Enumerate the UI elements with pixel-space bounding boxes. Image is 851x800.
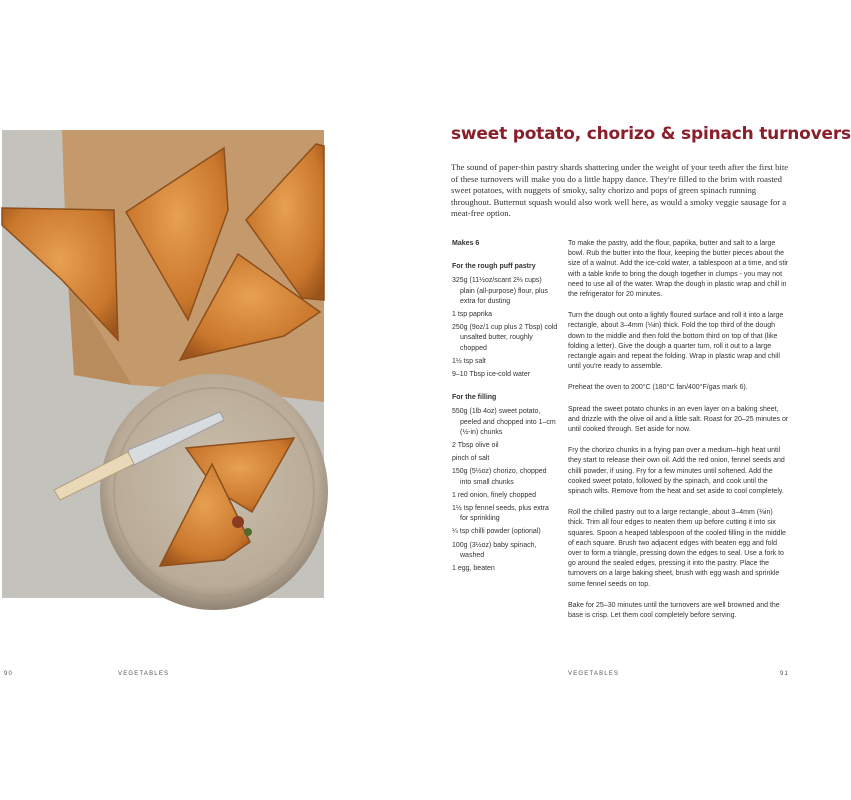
method-step: Preheat the oven to 200°C (180°C fan/400°F/gas mark 6). — [568, 384, 748, 392]
ingredient-group-filling — [452, 393, 558, 574]
method-step: Bake for 25–30 minutes until the turnovers are well browned and the base is crisp. Let them cool completely before serving. — [568, 601, 780, 620]
left-page-number: 90 — [4, 671, 14, 677]
ingredient-item: 1½ tsp fennel seeds, plus extra for sprinkling — [452, 505, 549, 523]
ingredient-item: 1½ tsp salt — [452, 357, 486, 365]
ingredient-item: ¼ tsp chilli powder (optional) — [452, 528, 541, 536]
left-section-label: VEGETABLES — [118, 671, 170, 677]
ingredient-group-pastry — [452, 262, 558, 380]
method-column — [568, 239, 790, 632]
right-section-label: VEGETABLES — [568, 671, 620, 677]
ingredient-item: 1 tsp paprika — [452, 311, 493, 319]
method-step: Turn the dough out onto a lightly floured surface and roll it into a large rectangle, about 3–4mm (⅛in) thick. Fold the top third of the dough down to the middle and then fold the bottom third on top of that (like folding a letter). Give the dough a quarter turn, roll it out to a large rectangle again and repeat the folding. Wrap in plastic wrap and chill until you're ready to assemble. — [568, 312, 784, 371]
ingredient-item: 1 red onion, finely chopped — [452, 491, 537, 499]
recipe-intro: The sound of paper-thin pastry shards shattering under the weight of your teeth after the first bite of these turnovers will make you do a little happy dance. They're filled to the brim with roasted sweet potatoes, with nuggets of smoky, salty chorizo and pops of green spinach running throughout. Butternut squash would also work well here, as would a smoky veggie sausage for a meat-free option. — [451, 162, 789, 218]
ingredient-group-heading: For the filling — [452, 394, 497, 402]
ingredient-item: 150g (5½oz) chorizo, chopped into small chunks — [452, 468, 547, 486]
method-step: Roll the chilled pastry out to a large rectangle, about 3–4mm (⅛in) thick. Trim all four edges to neaten them up before cutting it into six squares. Spoon a heaped tablespoon of the cooled filling in the middle of each square. Brush two adjacent edges with beaten egg and fold over to form a triangle, pressing down the edges to seal. Use a fork to go around the sealed edges, pressing it into the pastry. Place the turnovers on a large baking sheet, brush with egg wash and sprinkle some fennel seeds on top. — [568, 509, 786, 588]
ingredient-item: 250g (9oz/1 cup plus 2 Tbsp) cold unsalted butter, roughly chopped — [452, 324, 558, 352]
recipe-title: sweet potato, chorizo & spinach turnovers — [451, 124, 851, 144]
ingredient-item: 100g (3½oz) baby spinach, washed — [452, 541, 537, 559]
ingredient-item: 9–10 Tbsp ice-cold water — [452, 371, 531, 379]
method-step: To make the pastry, add the flour, paprika, butter and salt to a large bowl. Rub the butter into the flour, keeping the butter pieces about the size of a walnut. Add the ice-cold water, a tablespoon at a time, and stir with a table knife to bring the dough together in clumps - you may not need to use all of the water. Wrap the dough in plastic wrap and chill in the refrigerator for 20 minutes. — [568, 240, 789, 299]
ingredients-column — [452, 239, 558, 587]
method-step: Fry the chorizo chunks in a frying pan over a medium–high heat until they start to release their own oil. Add the red onion, fennel seeds and chilli powder, if using. Fry for a few minutes until softened. Add the cooked sweet potato, followed by the spinach, and cook until the spinach wilts. Remove from the heat and set aside to cool completely. — [568, 447, 785, 496]
ingredient-item: 2 Tbsp olive oil — [452, 442, 499, 450]
ingredient-item: pinch of salt — [452, 455, 490, 463]
makes-yield: Makes 6 — [452, 240, 480, 247]
right-page-number: 91 — [780, 671, 790, 677]
ingredient-group-heading: For the rough puff pastry — [452, 263, 536, 271]
ingredient-item: 550g (1lb 4oz) sweet potato, peeled and chopped into 1–cm (½-in) chunks — [452, 408, 556, 436]
ingredient-item: 325g (11½oz/scant 2⅔ cups) plain (all-purpose) flour, plus extra for dusting — [452, 277, 548, 305]
ingredient-item: 1 egg, beaten — [452, 565, 495, 573]
turnovers-photo — [2, 130, 324, 598]
method-step: Spread the sweet potato chunks in an even layer on a baking sheet, and drizzle with the olive oil and a little salt. Roast for 20–25 minutes or until cooked through. Set aside for now. — [568, 405, 789, 434]
